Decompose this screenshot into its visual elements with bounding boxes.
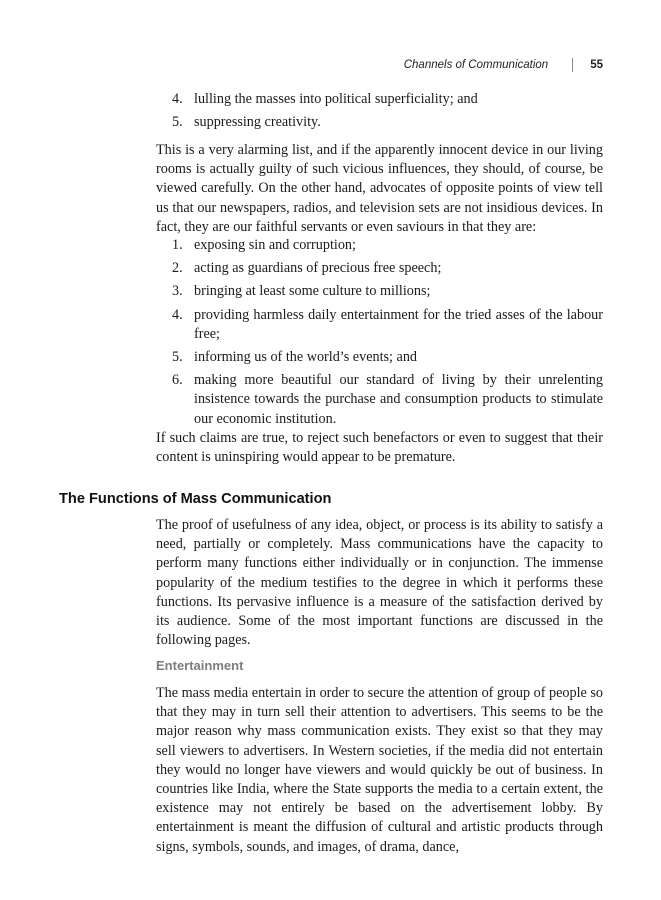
page-number: 55 <box>590 59 603 71</box>
header-divider <box>572 58 573 72</box>
paragraph-entertainment: The mass media entertain in order to secure the attention of group of people so that they may in turn sell their attention to advertisers. This seems to be the major reason why mass communication exists. They exist so that they may sell viewers to advertisers. In Western societies, if the media did not entertain they would no longer have viewers and would quickly be out of business. In countries like India, where the State supports the media to a certain extent, the existence may not entirely be based on the advertisement lobby. By entertainment is meant the diffusion of cultural and artistic products through signs, symbols, sounds, and images, of drama, dance, <box>156 685 603 855</box>
list-item: 2. acting as guardians of precious free speech; <box>172 260 442 277</box>
list-item: 1. exposing sin and corruption; <box>172 237 356 253</box>
subheading-entertainment: Entertainment <box>156 658 244 673</box>
list-item: 4. providing harmless daily entertainment for the tried asses of the labour free; <box>172 306 603 342</box>
running-header <box>404 58 603 72</box>
paragraph-alarming-list: This is a very alarming list, and if the apparently innocent device in our living rooms is actually guilty of such vicious influences, they should, of course, be viewed carefully. On the other hand, advocates of opposite points of view tell us that our newspapers, radios, and television sets are not insidious devices. In fact, they are our faithful servants or even saviours in that they are: <box>156 142 603 235</box>
list-item: 5. informing us of the world’s events; and <box>172 349 418 366</box>
chapter-title: Channels of Communication <box>403 59 549 71</box>
paragraph-claims: If such claims are true, to reject such benefactors or even to suggest that their content is uninspiring would appear to be premature. <box>156 430 603 466</box>
paragraph-functions-intro: The proof of usefulness of any idea, object, or process is its ability to satisfy a need, partially or completely. Mass communications have the capacity to perform many functions either individually or in conjunction. The immense popularity of the medium testifies to the degree in which it performs these functions. Its pervasive influence is a measure of the satisfaction derived by its audience. Some of the most important functions are discussed in the following pages. <box>156 517 603 649</box>
list-item: 5. suppressing creativity. <box>172 114 321 131</box>
list-item: 4. lulling the masses into political superficiality; and <box>172 91 478 107</box>
section-heading: The Functions of Mass Communication <box>59 491 332 507</box>
list-item: 3. bringing at least some culture to millions; <box>172 283 431 300</box>
list-item: 6. making more beautiful our standard of living by their unrelenting insistence towards the purchase and consumption products to stimulate our economic institution. <box>172 372 603 427</box>
list-harms-continued <box>172 90 603 132</box>
list-benefits <box>172 236 603 429</box>
